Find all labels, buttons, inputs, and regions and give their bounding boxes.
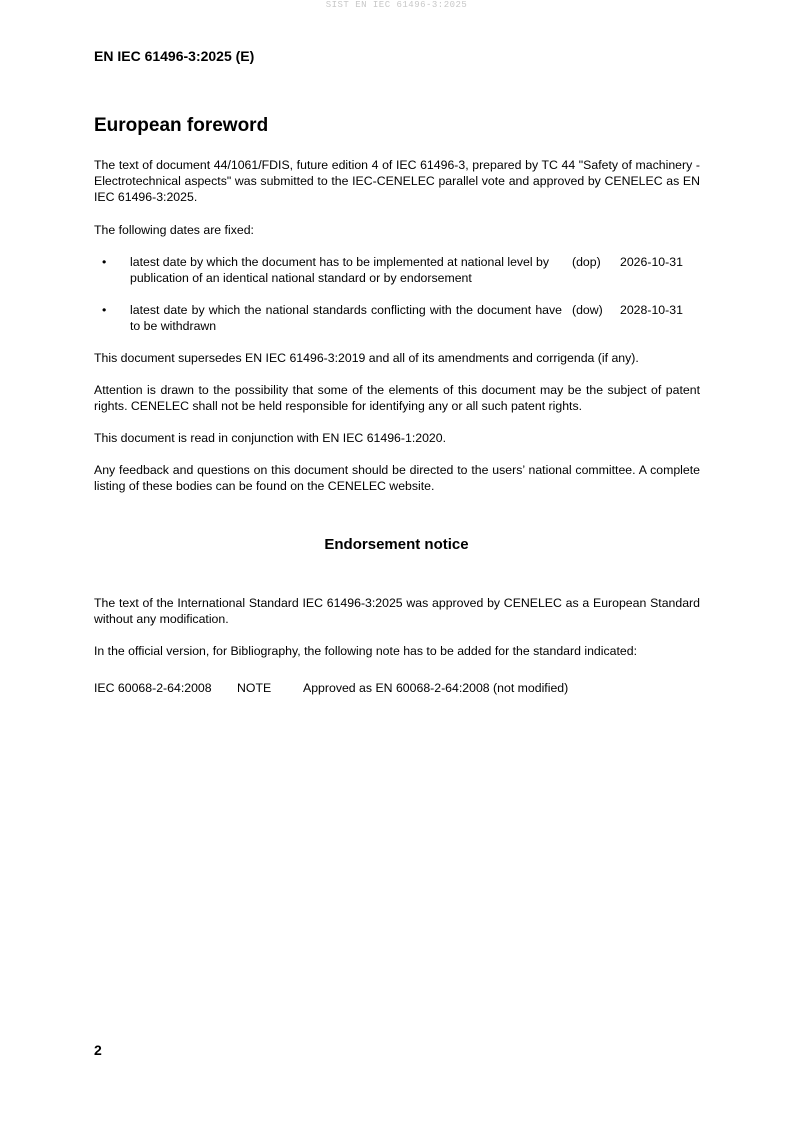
bibliography-standard: IEC 60068-2-64:2008 <box>94 681 212 695</box>
document-identifier: EN IEC 61496-3:2025 (E) <box>94 48 255 64</box>
bullet-icon: • <box>102 303 107 317</box>
page-number: 2 <box>94 1042 102 1058</box>
dates-intro-paragraph: The following dates are fixed: <box>94 223 254 237</box>
bullet-icon: • <box>102 255 107 269</box>
date-item-code: (dow) <box>572 303 603 317</box>
bibliography-note-text: Approved as EN 60068-2-64:2008 (not modified) <box>303 681 569 695</box>
foreword-intro-paragraph: The text of document 44/1061/FDIS, future edition 4 of IEC 61496-3, prepared by TC 44 "Safety of machinery - Electrotechnical aspects" was submitted to the IEC-CENELEC parallel vote and approved by CENELEC as EN IEC 61496-3:2025. <box>94 158 700 204</box>
endorsement-paragraph: The text of the International Standard IEC 61496-3:2025 was approved by CENELEC as a European Standard without any modification. <box>94 596 700 626</box>
date-item-date: 2026-10-31 <box>620 255 683 269</box>
date-item-dop <box>94 254 700 288</box>
foreword-title: European foreword <box>94 115 269 136</box>
conjunction-paragraph: This document is read in conjunction with EN IEC 61496-1:2020. <box>94 431 447 445</box>
patent-paragraph: Attention is drawn to the possibility that some of the elements of this document may be the subject of patent rights. CENELEC shall not be held responsible for identifying any or all such patent rights. <box>94 383 700 413</box>
date-item-text: latest date by which the document has to be implemented at national level by publication of an identical national standard or by endorsement <box>130 255 550 285</box>
date-item-text: latest date by which the national standards conflicting with the document have to be withdrawn <box>130 303 562 333</box>
date-item-dow <box>94 302 700 336</box>
supersedes-paragraph: This document supersedes EN IEC 61496-3:2019 and all of its amendments and corrigenda (if any). <box>94 351 639 365</box>
date-item-code: (dop) <box>572 255 601 269</box>
bibliography-note-label: NOTE <box>237 681 272 695</box>
watermark: SIST EN IEC 61496-3:2025 <box>325 0 468 10</box>
endorsement-title: Endorsement notice <box>324 536 469 553</box>
date-item-date: 2028-10-31 <box>620 303 683 317</box>
bibliography-intro-paragraph: In the official version, for Bibliography, the following note has to be added for the standard indicated: <box>94 644 638 658</box>
feedback-paragraph: Any feedback and questions on this document should be directed to the users’ national committee. A complete listing of these bodies can be found on the CENELEC website. <box>94 463 700 493</box>
